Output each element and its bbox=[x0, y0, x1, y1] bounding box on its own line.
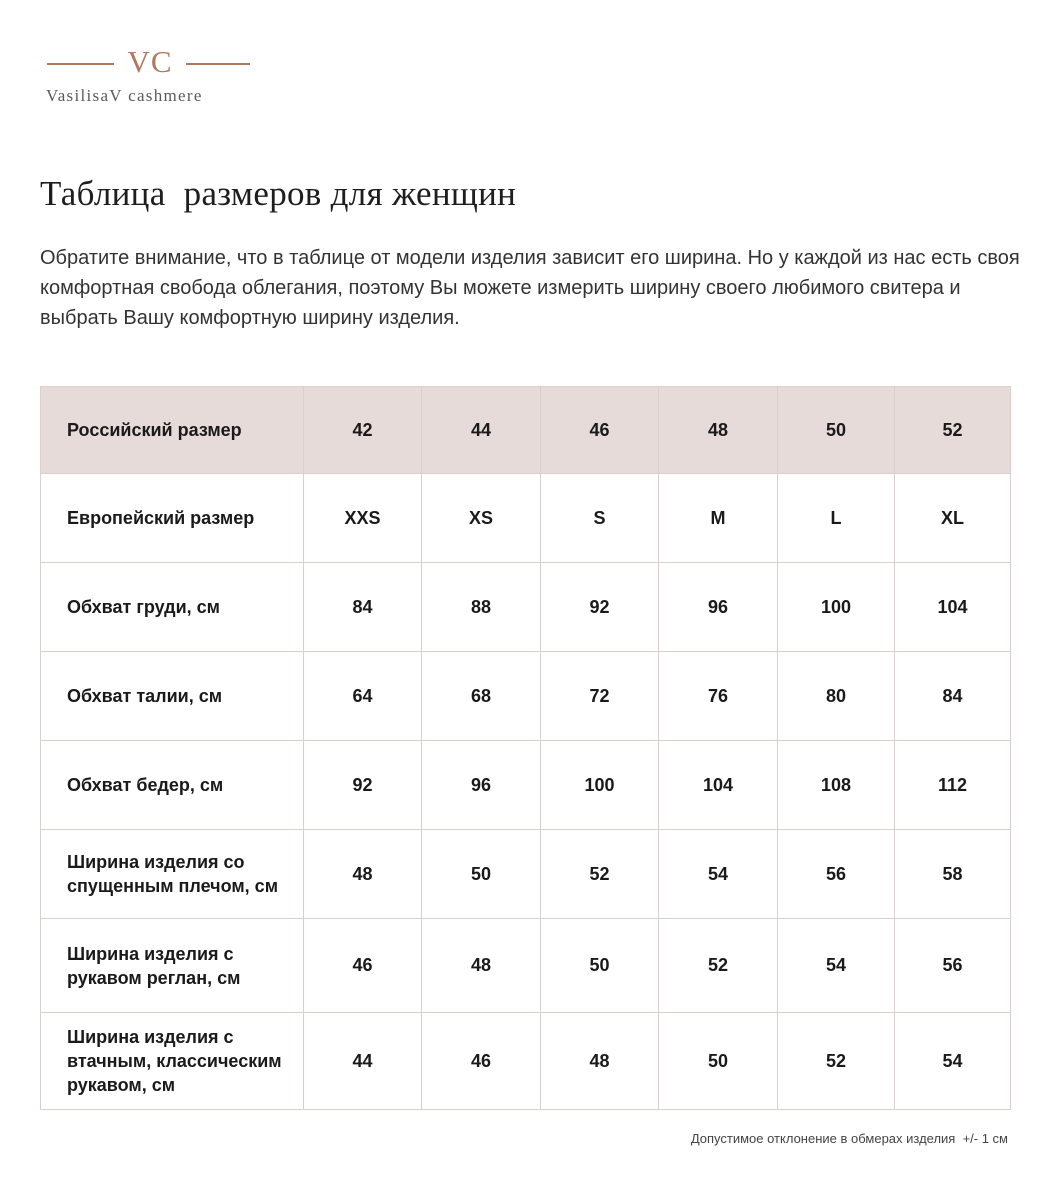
cell-value: S bbox=[541, 474, 659, 563]
page-title: Таблица размеров для женщин bbox=[40, 174, 517, 213]
cell-value: 46 bbox=[422, 1013, 541, 1110]
cell-value: 52 bbox=[778, 1013, 895, 1110]
cell-value: 92 bbox=[541, 563, 659, 652]
cell-value: 80 bbox=[778, 652, 895, 741]
cell-value: 112 bbox=[895, 741, 1011, 830]
size-table bbox=[40, 386, 1011, 1110]
cell-value: 96 bbox=[659, 563, 778, 652]
tolerance-note: Допустимое отклонение в обмерах изделия +/- 1 см bbox=[690, 1131, 1008, 1146]
cell-value: 50 bbox=[541, 919, 659, 1013]
cell-value: 48 bbox=[541, 1013, 659, 1110]
cell-value: 54 bbox=[895, 1013, 1011, 1110]
cell-value: 52 bbox=[659, 919, 778, 1013]
cell-value: 48 bbox=[304, 830, 422, 919]
row-label: Ширина изделия со спущенным плечом, см bbox=[41, 830, 304, 919]
cell-value: 100 bbox=[541, 741, 659, 830]
row-label: Российский размер bbox=[41, 387, 304, 474]
cell-value: 50 bbox=[778, 387, 895, 474]
cell-value: XS bbox=[422, 474, 541, 563]
cell-value: 44 bbox=[422, 387, 541, 474]
cell-value: XL bbox=[895, 474, 1011, 563]
cell-value: 58 bbox=[895, 830, 1011, 919]
intro-text: Обратите внимание, что в таблице от модели изделия зависит его ширина. Но у каждой из нас есть своя комфортная свобода облегания, поэтому Вы можете измерить ширину своего любимого свитера и выбрать Вашу комфортную ширину изделия. bbox=[40, 247, 1020, 329]
table-row bbox=[41, 652, 1011, 741]
logo-monogram: VC bbox=[127, 44, 173, 79]
cell-value: 56 bbox=[778, 830, 895, 919]
cell-value: 50 bbox=[659, 1013, 778, 1110]
logo-line-right bbox=[186, 63, 250, 65]
logo-line-left bbox=[47, 63, 114, 65]
cell-value: 108 bbox=[778, 741, 895, 830]
table-row bbox=[41, 474, 1011, 563]
cell-value: 84 bbox=[304, 563, 422, 652]
cell-value: 104 bbox=[895, 563, 1011, 652]
cell-value: 52 bbox=[895, 387, 1011, 474]
cell-value: 46 bbox=[304, 919, 422, 1013]
cell-value: 100 bbox=[778, 563, 895, 652]
table-row bbox=[41, 919, 1011, 1013]
cell-value: 72 bbox=[541, 652, 659, 741]
row-label: Европейский размер bbox=[41, 474, 304, 563]
brand-logo bbox=[46, 44, 256, 114]
cell-value: 54 bbox=[778, 919, 895, 1013]
cell-value: 84 bbox=[895, 652, 1011, 741]
row-label: Ширина изделия с рукавом реглан, см bbox=[41, 919, 304, 1013]
row-label: Обхват бедер, см bbox=[41, 741, 304, 830]
cell-value: 46 bbox=[541, 387, 659, 474]
cell-value: 54 bbox=[659, 830, 778, 919]
cell-value: 64 bbox=[304, 652, 422, 741]
row-label: Ширина изделия с втачным, классическим рукавом, см bbox=[41, 1013, 304, 1110]
cell-value: 50 bbox=[422, 830, 541, 919]
cell-value: XXS bbox=[304, 474, 422, 563]
table-row bbox=[41, 1013, 1011, 1110]
cell-value: 76 bbox=[659, 652, 778, 741]
table-row bbox=[41, 563, 1011, 652]
cell-value: 92 bbox=[304, 741, 422, 830]
table-row bbox=[41, 830, 1011, 919]
cell-value: 88 bbox=[422, 563, 541, 652]
cell-value: 44 bbox=[304, 1013, 422, 1110]
brand-name: VasilisaV cashmere bbox=[46, 86, 203, 105]
table-header-row bbox=[41, 387, 1011, 474]
cell-value: 42 bbox=[304, 387, 422, 474]
cell-value: 56 bbox=[895, 919, 1011, 1013]
row-label: Обхват груди, см bbox=[41, 563, 304, 652]
cell-value: L bbox=[778, 474, 895, 563]
cell-value: 68 bbox=[422, 652, 541, 741]
row-label: Обхват талии, см bbox=[41, 652, 304, 741]
cell-value: 48 bbox=[422, 919, 541, 1013]
cell-value: 104 bbox=[659, 741, 778, 830]
logo-monogram-row bbox=[46, 44, 252, 80]
cell-value: M bbox=[659, 474, 778, 563]
cell-value: 48 bbox=[659, 387, 778, 474]
cell-value: 52 bbox=[541, 830, 659, 919]
cell-value: 96 bbox=[422, 741, 541, 830]
table-row bbox=[41, 741, 1011, 830]
